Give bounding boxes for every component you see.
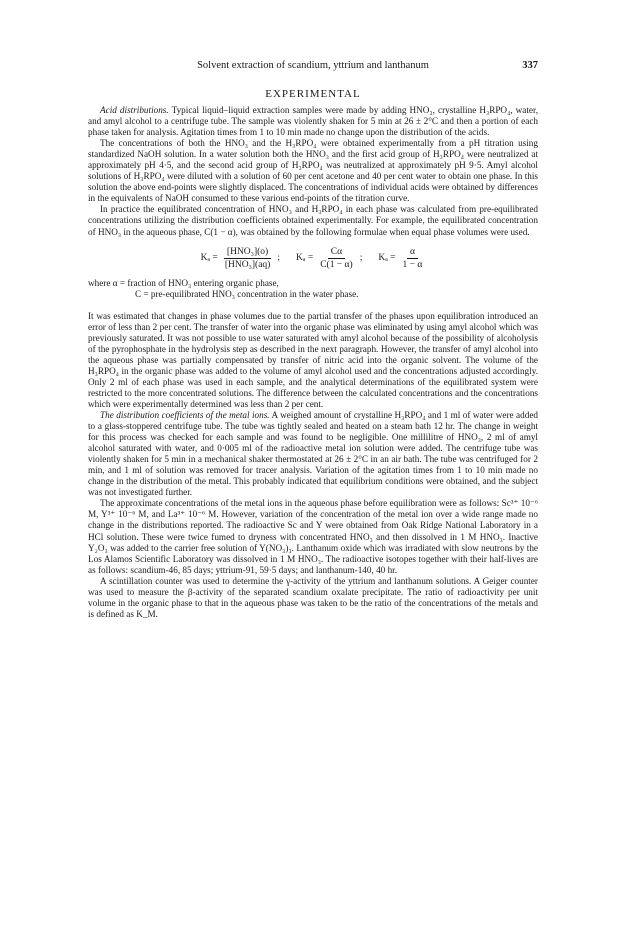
fraction-denominator: [HNO₃](aq) [224,259,271,270]
fraction-numerator: Cα [328,247,345,259]
equation-lhs: Kₐ = [295,253,314,264]
paragraph-body: A weighed amount of crystalline H₃RPO₄ and 1 ml of water were added to a glass-stoppered centrifuge tube. The tube was tightly sealed and heated on a steam bath 12 hr. The change in weight for this process was checked for each sample and was found to be negligible. One millilitre of HNO₃, 2 ml of amyl alcohol saturated with water, and 0·005 ml of the radioactive metal ion solution were added. The centrifuge tube was violently shaken for 5 min in a mechanical shaker thermostated at 26 ± 2°C in an air bath. The tube was centrifuged for 2 min, and 1 ml of solution was removed for tracer analysis. Variation of the agitation times from 1 to 10 min made no change in the distribution of the metal. This probably indicated that equilibrium conditions were obtained, and the subject was not investigated further. [88,409,538,498]
fraction-numerator: [HNO₃](o) [224,247,271,259]
paragraph-lead: The distribution coefficients of the metal ions. [100,409,270,420]
paragraph-equilibrated-concentration: In practice the equilibrated concentration of HNO₃ and H₃RPO₄ in each phase was calculated from pre-equilibrated concentrations utilizing the distribution coefficients obtained experimentally. For example, the equilibrated concentration of HNO₃ in the aqueous phase, C(1 − α), was obtained by the following formulae when equal phase volumes were used. [88,204,538,237]
equation-separator: ; [277,253,280,264]
paragraph-acid-distributions [88,105,538,138]
equation-k-c-alpha [296,247,362,270]
definition-alpha: where α = fraction of HNO₃ entering organic phase, [88,277,279,288]
paragraph-phase-volumes: It was estimated that changes in phase volumes due to the partial transfer of the phases upon equilibration introduced an error of less than 2 per cent. The transfer of water into the organic phase was eliminated by using amyl alcohol which was previously saturated. It was not possible to use water saturated with amyl alcohol because of the possibility of alcoholysis of the pyrophosphate in the hydrolysis step as described in the next paragraph. However, the transfer of amyl alcohol into the aqueous phase was partially compensated by transfer of nitric acid into the organic solvent. The volume of the H₃RPO₄ in the organic phase was added to the volume of amyl alcohol used and the concentrations adjusted accordingly. Only 2 ml of each phase was used in each sample, and the analytical determinations of the equilibrated system were restricted to the more concentrated solutions. The difference between the calculated concentrations and the concentrations which were experimentally determined was less than 2 per cent. [88,310,538,409]
equation-separator: ; [359,253,363,264]
running-title: Solvent extraction of scandium, yttrium and lanthanum [197,60,429,71]
paragraph-titration: The concentrations of both the HNO₃ and the H₃RPO₄ were obtained experimentally from a pH titration using standardized NaOH solution. In a water solution both the HNO₃ and the first acid group of H₃RPO₄ were neutralized at approximately pH 4·5, and the second acid group of H₃RPO₄ was neutralized at approximately pH 9·5. Amyl alcohol solutions of H₃RPO₄ were diluted with a solution of 60 per cent acetone and 40 per cent water to obtain one phase. In this solution the above end-points were slightly displaced. The concentrations of individual acids were obtained by differences in the equivalents of NaOH consumed to these various end-points of the titration curve. [88,138,538,204]
fraction [222,247,274,270]
page-number: 337 [522,60,538,71]
fraction-denominator: 1 − α [402,259,423,270]
equation-k-ratio [201,247,280,270]
equation-block [88,247,538,270]
equation-lhs: Kₐ = [378,253,396,264]
fraction-numerator: α [407,247,418,259]
equation-lhs: Kₐ = [200,253,218,264]
definition-c: C = pre-equilibrated HNO₃ concentration in the water phase. [135,289,359,300]
paragraph-counters: A scintillation counter was used to determine the γ-activity of the yttrium and lanthanum solutions. A Geiger counter was used to measure the β-activity of the separated scandium oxalate precipitate. The ratio of radioactivity per unit volume in the organic phase to that in the aqueous phase was taken to be the ratio of the concentrations of the metals and is defined as K_M. [88,575,538,619]
page-header [88,60,538,80]
paragraph-metal-ions [88,410,538,498]
paragraph-concentrations: The approximate concentrations of the metal ions in the aqueous phase before equilibration were as follows: Sc³⁺ 10⁻⁶ M, Y³⁺ 10⁻⁶ M, and La³⁺ 10⁻⁶ M. However, variation of the concentration of the metal ion over a wide range made no change in the distributions reported. The radioactive Sc and Y were obtained from Oak Ridge National Laboratory in a HCl solution. These were twice fumed to dryness with concentrated HNO₃ and then dissolved in 1 M HNO₃. Inactive Y₂O₃ was added to the carrier free solution of Y(NO₃)₃. Lanthanum oxide which was irradiated with slow neutrons by the Los Alamos Scientific Laboratory was dissolved in 1 M HNO₃. The radioactive isotopes together with their half-lives are as follows: scandium-46, 85 days; yttrium-91, 59·5 days; and lanthanum-140, 40 hr. [88,498,538,575]
paragraph-lead: Acid distributions. [100,105,169,115]
fraction [317,247,356,270]
equation-k-alpha [378,247,425,270]
fraction [400,247,426,270]
equation-definitions [88,278,538,301]
journal-page [88,60,538,620]
paragraph-body: Typical liquid–liquid extraction samples were made by adding HNO₃, crystalline H₃RPO₄, water, and amyl alcohol to a centrifuge tube. The sample was violently shaken for 5 min at 26 ± 2°C and then a portion of each phase taken for analysis. Agitation times from 1 to 10 min made no change upon the distribution of the acids. [88,105,538,138]
section-title: EXPERIMENTAL [265,88,361,100]
fraction-denominator: C(1 − α) [320,259,353,270]
